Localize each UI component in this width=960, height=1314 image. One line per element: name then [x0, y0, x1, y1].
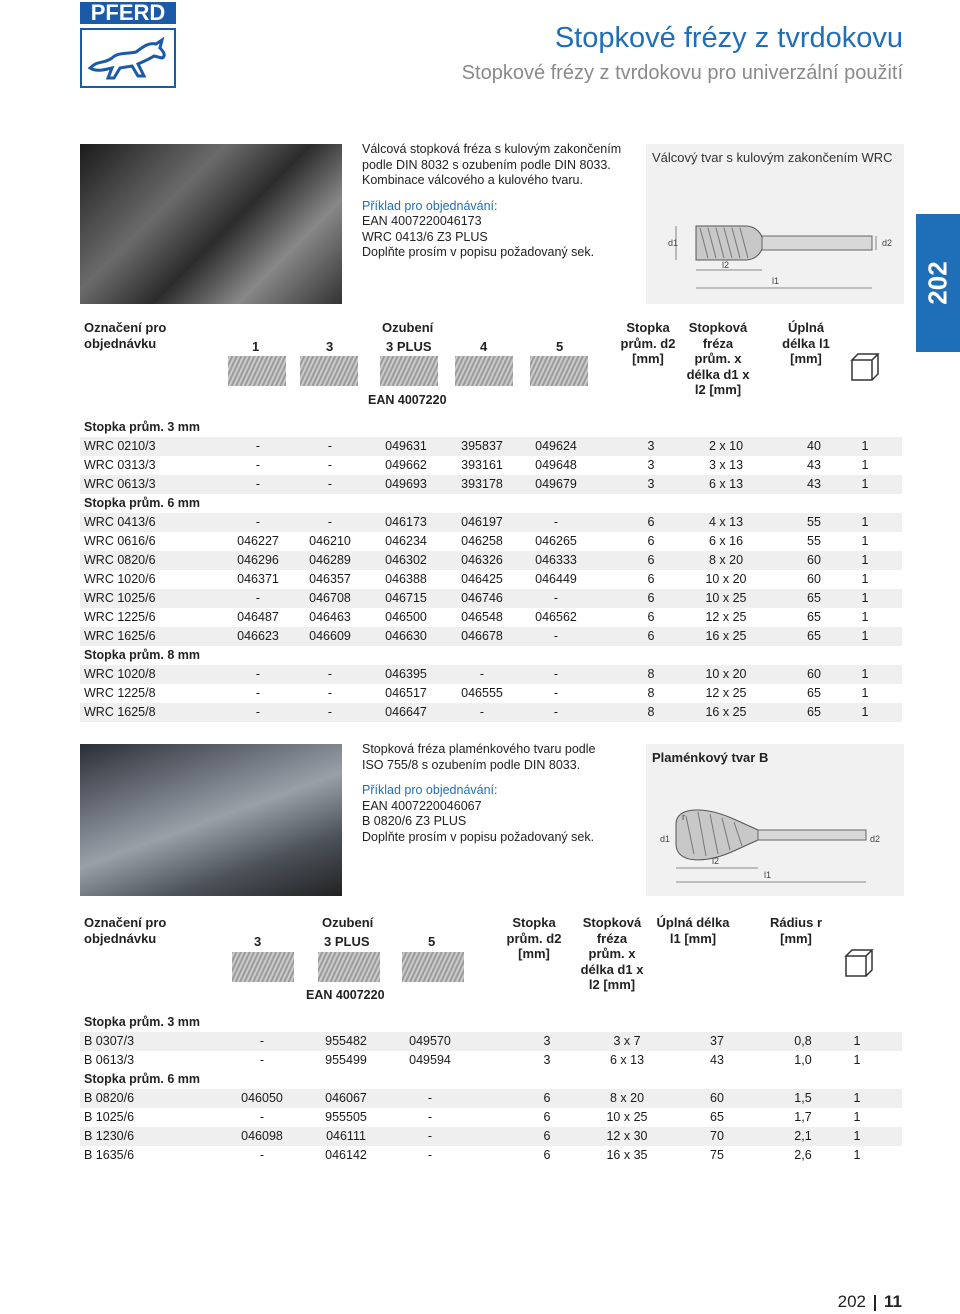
table-row [80, 1108, 902, 1127]
col-header-cutter: Stopková fréza prům. x délka d1 x l2 [mm] [686, 320, 750, 397]
cut-swatch-4 [455, 356, 513, 386]
cell-d2: 6 [543, 1148, 551, 1162]
cut-header-5: 5 [428, 934, 436, 949]
cut-header-3plus: 3 PLUS [386, 339, 432, 354]
cell-c3p: 046067 [325, 1091, 367, 1105]
cell-c3p: 049693 [385, 477, 427, 491]
cell-c5: - [553, 667, 559, 681]
cell-c4: 046258 [461, 534, 503, 548]
diagram-title: Válcový tvar s kulovým zakončením WRC [652, 150, 893, 165]
cell-c3p: 046388 [385, 572, 427, 586]
cell-c3: 046289 [309, 553, 351, 567]
diagram-title: Plaménkový tvar B [652, 750, 769, 765]
table-row [80, 475, 902, 494]
cell-c5: - [427, 1148, 433, 1162]
ean-prefix-label: EAN 4007220 [368, 393, 447, 407]
cell-c3: - [259, 1053, 265, 1067]
cell-d2: 6 [543, 1091, 551, 1105]
cell-c4: 393178 [461, 477, 503, 491]
shank-group-heading: Stopka prům. 3 mm [84, 420, 200, 434]
package-icon [850, 352, 880, 382]
cell-qty: 1 [853, 1091, 861, 1105]
cell-l1: 60 [710, 1091, 724, 1105]
cell-code: WRC 1225/6 [84, 610, 156, 624]
cell-d2: 3 [543, 1034, 551, 1048]
cell-dim: 10 x 25 [606, 1110, 648, 1124]
cell-c3: - [327, 705, 333, 719]
table-row [80, 551, 902, 570]
order-example-label: Příklad pro objednávání: [362, 783, 498, 797]
cell-c3p: 046630 [385, 629, 427, 643]
cut-swatch-3plus [318, 952, 380, 982]
cut-header-3plus: 3 PLUS [324, 934, 370, 949]
cell-l1: 60 [807, 553, 821, 567]
cell-dim: 4 x 13 [708, 515, 744, 529]
cell-c4: 395837 [461, 439, 503, 453]
cell-c4: - [479, 667, 485, 681]
cell-c3p: 046395 [385, 667, 427, 681]
package-icon [844, 948, 874, 978]
cell-l1: 60 [807, 572, 821, 586]
col-header-designation: Označení pro objednávku [84, 915, 167, 946]
cell-qty: 1 [861, 591, 869, 605]
cell-dim: 6 x 16 [708, 534, 744, 548]
cell-qty: 1 [861, 477, 869, 491]
cell-l1: 43 [807, 458, 821, 472]
dim-label-l1: l1 [764, 870, 772, 880]
cell-code: B 1230/6 [84, 1129, 135, 1143]
cell-l1: 65 [710, 1110, 724, 1124]
cell-l1: 55 [807, 515, 821, 529]
cut-swatch-1 [228, 356, 286, 386]
shank-group-heading: Stopka prům. 3 mm [84, 1015, 200, 1029]
cell-code: WRC 0613/3 [84, 477, 156, 491]
col-header-toothing: Ozubení [382, 320, 434, 335]
cell-c4: 046555 [461, 686, 503, 700]
cell-dim: 10 x 20 [705, 667, 747, 681]
cell-r: 2,1 [794, 1129, 812, 1143]
cell-c3: - [327, 667, 333, 681]
cell-d2: 6 [647, 515, 655, 529]
cell-r: 1,5 [794, 1091, 812, 1105]
footer-separator [874, 1295, 876, 1311]
cell-c5: - [427, 1129, 433, 1143]
order-ean-text: EAN 4007220046173 [362, 214, 482, 228]
cell-c3p: 955505 [325, 1110, 367, 1124]
cell-c3p: 049662 [385, 458, 427, 472]
cell-c5: 049648 [535, 458, 577, 472]
order-example-ean: EAN 4007220046067 [362, 798, 482, 813]
shank-group-heading: Stopka prům. 6 mm [84, 496, 200, 510]
table-row [80, 1146, 902, 1165]
table-row [80, 665, 902, 684]
cell-code: B 0613/3 [84, 1053, 135, 1067]
cell-code: WRC 1625/6 [84, 629, 156, 643]
cell-qty: 1 [853, 1053, 861, 1067]
cell-d2: 6 [543, 1129, 551, 1143]
cell-dim: 16 x 25 [705, 705, 747, 719]
cell-r: 1,7 [794, 1110, 812, 1124]
cell-l1: 75 [710, 1148, 724, 1162]
cell-c4: 046548 [461, 610, 503, 624]
cell-d2: 6 [647, 629, 655, 643]
cell-c5: 049624 [535, 439, 577, 453]
section1-description [362, 142, 642, 261]
cut-swatch-5 [402, 952, 464, 982]
pferd-logo [80, 2, 176, 86]
cell-c3p: 046715 [385, 591, 427, 605]
cell-code: B 1025/6 [84, 1110, 135, 1124]
cell-c5: - [553, 515, 559, 529]
cell-qty: 1 [853, 1129, 861, 1143]
table-row [80, 513, 902, 532]
cell-c3p: 046647 [385, 705, 427, 719]
cell-code: WRC 1625/8 [84, 705, 156, 719]
cell-c5: 046449 [535, 572, 577, 586]
cell-l1: 55 [807, 534, 821, 548]
table-row [80, 608, 902, 627]
cell-qty: 1 [861, 667, 869, 681]
cut-header-3: 3 [326, 339, 334, 354]
cell-c1: 046623 [237, 629, 279, 643]
cell-code: WRC 1020/6 [84, 572, 156, 586]
cell-l1: 43 [807, 477, 821, 491]
cell-c3: - [259, 1110, 265, 1124]
cell-c3p: 955482 [325, 1034, 367, 1048]
cell-code: WRC 0616/6 [84, 534, 156, 548]
cell-r: 2,6 [794, 1148, 812, 1162]
cell-dim: 3 x 13 [708, 458, 744, 472]
table-row [80, 703, 902, 722]
cell-code: WRC 1225/8 [84, 686, 156, 700]
table-row [80, 589, 902, 608]
cut-swatch-3plus [380, 356, 438, 386]
cell-qty: 1 [861, 686, 869, 700]
cell-c4: 046326 [461, 553, 503, 567]
cell-qty: 1 [861, 572, 869, 586]
cell-d2: 6 [647, 591, 655, 605]
cell-c3: 046050 [241, 1091, 283, 1105]
cell-c1: 046371 [237, 572, 279, 586]
cell-c4: - [479, 705, 485, 719]
cell-l1: 60 [807, 667, 821, 681]
cell-c1: - [255, 705, 261, 719]
col-header-designation: Označení pro objednávku [84, 320, 167, 351]
col-header-length: Úplná délka l1 [mm] [782, 320, 830, 366]
desc-line: podle DIN 8032 s ozubením podle DIN 8033. [362, 157, 611, 172]
dim-label-d2: d2 [870, 834, 881, 844]
cell-c5: 046333 [535, 553, 577, 567]
horse-emblem [80, 28, 176, 88]
cell-dim: 6 x 13 [708, 477, 744, 491]
table-row [80, 1127, 902, 1146]
cell-c1: - [255, 515, 261, 529]
cell-dim: 6 x 13 [609, 1053, 645, 1067]
cell-c5: 049570 [409, 1034, 451, 1048]
cell-c3p: 046173 [385, 515, 427, 529]
cell-l1: 70 [710, 1129, 724, 1143]
cut-header-5: 5 [556, 339, 564, 354]
cell-c3p: 955499 [325, 1053, 367, 1067]
cell-l1: 37 [710, 1034, 724, 1048]
cell-c3p: 046142 [325, 1148, 367, 1162]
cell-c4: 046746 [461, 591, 503, 605]
cell-c3p: 046500 [385, 610, 427, 624]
cell-c1: 046296 [237, 553, 279, 567]
cell-d2: 6 [647, 553, 655, 567]
cell-code: WRC 0413/6 [84, 515, 156, 529]
dim-label-l2: l2 [722, 260, 730, 270]
product-photo-b [80, 744, 342, 896]
cell-dim: 10 x 20 [705, 572, 747, 586]
cell-c5: 049594 [409, 1053, 451, 1067]
cell-l1: 65 [807, 610, 821, 624]
cell-dim: 8 x 20 [708, 553, 744, 567]
cell-qty: 1 [861, 534, 869, 548]
dim-label-d2: d2 [882, 238, 893, 248]
order-example-code: WRC 0413/6 Z3 PLUS [362, 229, 488, 244]
cell-d2: 3 [647, 458, 655, 472]
cell-dim: 10 x 25 [705, 591, 747, 605]
dim-label-l1: l1 [772, 276, 780, 286]
desc-line: Stopková fréza plaménkového tvaru podle [362, 742, 596, 756]
col-header-cutter: Stopková fréza prům. x délka d1 x l2 [mm] [580, 915, 644, 992]
order-example-ean [362, 214, 642, 230]
cell-dim: 2 x 10 [708, 439, 744, 453]
cell-r: 0,8 [794, 1034, 812, 1048]
cut-swatch-3 [300, 356, 358, 386]
order-example-code: B 0820/6 Z3 PLUS [362, 814, 467, 828]
order-example-label: Příklad pro objednávání: [362, 198, 498, 213]
cell-code: WRC 0313/3 [84, 458, 156, 472]
cell-l1: 65 [807, 705, 821, 719]
order-example-note: Doplňte prosím v popisu požadovaný sek. [362, 829, 595, 844]
cell-code: B 0820/6 [84, 1091, 135, 1105]
desc-line: Válcová stopková fréza s kulovým zakončením [362, 142, 622, 156]
desc-line: ISO 755/8 s ozubením podle DIN 8033. [362, 757, 581, 772]
cell-l1: 65 [807, 686, 821, 700]
cell-c5: 046562 [535, 610, 577, 624]
cell-c3p: 049631 [385, 439, 427, 453]
cell-l1: 40 [807, 439, 821, 453]
cell-qty: 1 [861, 515, 869, 529]
cell-c3: - [327, 515, 333, 529]
col-header-radius: Rádius r [mm] [769, 915, 822, 946]
cell-c1: 046487 [237, 610, 279, 624]
dim-label-d1: d1 [668, 238, 679, 248]
cut-swatch-5 [530, 356, 588, 386]
product-photo-wrc [80, 144, 342, 304]
table-row [80, 1032, 902, 1051]
cell-d2: 3 [647, 439, 655, 453]
cell-c4: 393161 [461, 458, 503, 472]
cell-c5: - [553, 686, 559, 700]
table-row [80, 684, 902, 703]
cell-qty: 1 [861, 629, 869, 643]
logo-text: PFERD [80, 2, 176, 24]
order-example-note: Doplňte prosím v popisu požadovaný sek. [362, 245, 595, 259]
cell-c3: 046463 [309, 610, 351, 624]
cell-c3: - [327, 439, 333, 453]
footer-page-number: 11 [884, 1292, 902, 1311]
cell-d2: 6 [647, 610, 655, 624]
page-subtitle: Stopkové frézy z tvrdokovu pro univerzální použití [461, 62, 903, 84]
table-row [80, 437, 902, 456]
page-footer [838, 1292, 902, 1312]
col-header-length: Úplná délka l1 [mm] [656, 915, 730, 946]
cell-dim: 3 x 7 [613, 1034, 641, 1048]
cut-header-3: 3 [254, 934, 262, 949]
cell-dim: 12 x 25 [705, 686, 747, 700]
cell-c4: 046197 [461, 515, 503, 529]
cell-c1: - [255, 591, 261, 605]
cut-header-4: 4 [480, 339, 488, 354]
col-header-shank: Stopka prům. d2 [mm] [620, 320, 676, 366]
cell-c3: 046357 [309, 572, 351, 586]
cell-c5: - [553, 705, 559, 719]
side-tab-label: 202 [922, 261, 953, 305]
cell-l1: 65 [807, 629, 821, 643]
b-diagram [646, 744, 904, 896]
cut-header-1: 1 [252, 339, 260, 354]
cell-dim: 12 x 25 [705, 610, 747, 624]
cell-c3: - [327, 686, 333, 700]
cell-qty: 1 [861, 553, 869, 567]
cell-d2: 6 [543, 1110, 551, 1124]
cell-qty: 1 [853, 1110, 861, 1124]
cell-qty: 1 [861, 439, 869, 453]
cell-c3: - [327, 477, 333, 491]
cell-c3: - [327, 458, 333, 472]
table-row [80, 532, 902, 551]
side-page-tab [916, 214, 960, 352]
cell-c3p: 046234 [385, 534, 427, 548]
cell-c3: 046210 [309, 534, 351, 548]
cell-code: B 1635/6 [84, 1148, 135, 1162]
cell-dim: 16 x 25 [705, 629, 747, 643]
cell-c5: - [427, 1110, 433, 1124]
cell-qty: 1 [861, 458, 869, 472]
cell-l1: 65 [807, 591, 821, 605]
cell-code: WRC 0820/6 [84, 553, 156, 567]
cell-c1: 046227 [237, 534, 279, 548]
shank-group-heading: Stopka prům. 6 mm [84, 1072, 200, 1086]
table-row [80, 1051, 902, 1070]
cell-code: B 0307/3 [84, 1034, 135, 1048]
cell-l1: 43 [710, 1053, 724, 1067]
cell-c1: - [255, 686, 261, 700]
footer-catalog-page: 202 [837, 1292, 867, 1311]
cell-code: WRC 1025/6 [84, 591, 156, 605]
cell-dim: 8 x 20 [609, 1091, 645, 1105]
cell-c3: 046098 [241, 1129, 283, 1143]
table-row [80, 456, 902, 475]
cell-c5: - [553, 629, 559, 643]
cell-c5: - [427, 1091, 433, 1105]
cell-c5: 046265 [535, 534, 577, 548]
cell-d2: 8 [647, 667, 655, 681]
cell-c1: - [255, 439, 261, 453]
cell-c3p: 046111 [326, 1129, 366, 1143]
cell-c1: - [255, 477, 261, 491]
cell-dim: 16 x 35 [606, 1148, 648, 1162]
cell-qty: 1 [853, 1148, 861, 1162]
ean-prefix-label: EAN 4007220 [306, 988, 385, 1002]
cell-c3p: 046517 [385, 686, 427, 700]
table-row [80, 627, 902, 646]
cell-c5: 049679 [535, 477, 577, 491]
cell-code: WRC 1020/8 [84, 667, 156, 681]
cell-d2: 8 [647, 686, 655, 700]
cell-d2: 6 [647, 534, 655, 548]
dim-label-l2: l2 [712, 856, 720, 866]
cell-c4: 046678 [461, 629, 503, 643]
cell-c4: 046425 [461, 572, 503, 586]
cell-code: WRC 0210/3 [84, 439, 156, 453]
col-header-shank: Stopka prům. d2 [mm] [506, 915, 562, 961]
cell-d2: 3 [647, 477, 655, 491]
cell-d2: 8 [647, 705, 655, 719]
cell-r: 1,0 [794, 1053, 812, 1067]
cell-c1: - [255, 458, 261, 472]
cell-c1: - [255, 667, 261, 681]
wrc-diagram [646, 144, 904, 304]
cell-dim: 12 x 30 [606, 1129, 648, 1143]
cell-qty: 1 [861, 705, 869, 719]
cell-c3: 046708 [309, 591, 351, 605]
col-header-toothing: Ozubení [322, 915, 374, 930]
cell-c3: - [259, 1148, 265, 1162]
dim-label-d1: d1 [660, 834, 671, 844]
cell-c3: - [259, 1034, 265, 1048]
cell-qty: 1 [861, 610, 869, 624]
desc-line: Kombinace válcového a kulového tvaru. [362, 173, 583, 187]
cell-c5: - [553, 591, 559, 605]
section2-description [362, 742, 642, 845]
page-title: Stopkové frézy z tvrdokovu [554, 22, 903, 54]
cell-qty: 1 [853, 1034, 861, 1048]
cut-swatch-3 [232, 952, 294, 982]
table-row [80, 570, 902, 589]
shank-group-heading: Stopka prům. 8 mm [84, 648, 200, 662]
cell-d2: 3 [543, 1053, 551, 1067]
dim-label-r: r [682, 812, 685, 822]
cell-d2: 6 [647, 572, 655, 586]
table-row [80, 1089, 902, 1108]
cell-c3p: 046302 [385, 553, 427, 567]
cell-c3: 046609 [309, 629, 351, 643]
